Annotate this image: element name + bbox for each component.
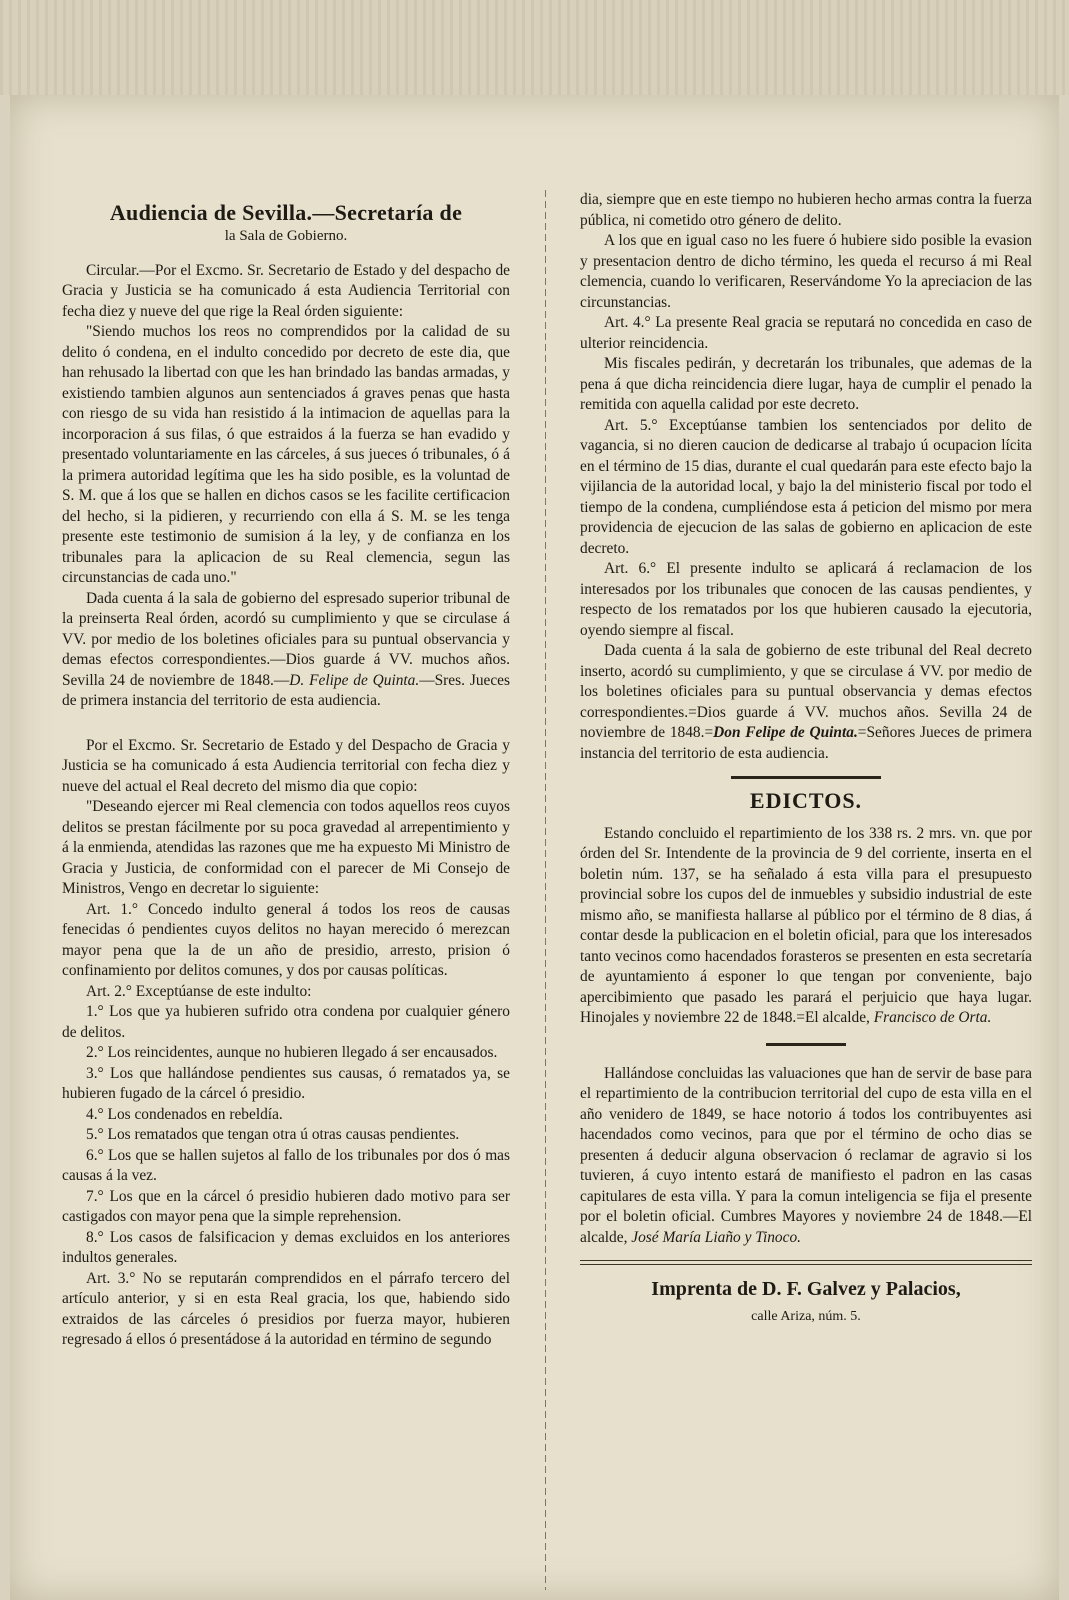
edict-1-text: Estando concluido el repartimiento de los 338 rs. 2 mrs. vn. que por órden del Sr. Intendente de la provincia de 9 del corriente, inserta en el boletin núm. 137, se ha señalado á esta villa para el presupuesto provincial sobre los cupos del de inmuebles y subsidio industrial de este mismo año, se manifiesta hallarse al público por el término de 8 dias, á contar desde la publicacion en el boletin oficial, para que los interesados tanto vecinos como hacendados forasteros se presenten en esta secretaría de ayuntamiento á esponer lo que tengan por conveniente, bajo apercibimiento que pasado les parará el perjuicio que haya lugar. Hinojales y noviembre 22 de 1848.=El alcalde, xyxy=(580,824,1032,1026)
exception-item: 5.° Los rematados que tengan otra ú otras causas pendientes. xyxy=(86,1126,460,1143)
section-subtitle: la Sala de Gobierno. xyxy=(224,228,348,244)
fiscales-paragraph: Mis fiscales pedirán, y decretarán los tribunales, que ademas de la pena á que dicha reincidencia diere lugar, haya de cumplir el penado la remitida con aquella calidad por este decreto. xyxy=(580,355,1032,413)
top-margin-bleed xyxy=(0,0,1069,95)
edict-2-signer: José María Liaño y Tinoco. xyxy=(631,1228,801,1246)
section-title: Audiencia de Sevilla.—Secretaría de xyxy=(109,200,463,225)
dada-cuenta-paragraph xyxy=(62,589,510,712)
article-3-continued: dia, siempre que en este tiempo no hubieren hecho armas contra la fuerza pública, ni cometido otro género de delito. xyxy=(580,191,1032,229)
edict-2 xyxy=(580,1064,1032,1249)
exception-item: 6.° Los que se hallen sujetos al fallo de los tribunales por dos ó mas causas á la vez. xyxy=(62,1146,510,1184)
signer-name-2: Don Felipe de Quinta. xyxy=(713,724,858,741)
addressee-text: —Sres. Jueces de primera instancia del territorio de esta audiencia. xyxy=(62,671,510,709)
left-column xyxy=(62,200,510,1351)
article-2: Art. 2.° Exceptúanse de este indulto: xyxy=(86,982,312,1000)
exception-item: 2.° Los reincidentes, aunque no hubieren llegado á ser encausados. xyxy=(86,1044,498,1061)
separator-rule xyxy=(731,776,881,779)
decree-intro: Por el Excmo. Sr. Secretario de Estado y del Despacho de Gracia y Justicia se ha comunicado á esta Audiencia territorial con fecha diez y nueve del actual el Real decreto del mismo dia que copio: xyxy=(62,736,510,795)
signer-name: D. Felipe de Quinta. xyxy=(289,671,420,689)
imprint-address: calle Ariza, núm. 5. xyxy=(751,1309,861,1324)
dada-cuenta-text-2: Dada cuenta á la sala de gobierno de este tribunal del Real decreto inserto, acordó su cumplimiento, y que se circulase á VV. por medio de los boletines oficiales para su puntual observancia y demas efectos correspondientes.=Dios guarde á VV. muchos años. Sevilla 24 de noviembre de 1848.= xyxy=(580,642,1032,741)
dada-cuenta-text: Dada cuenta á la sala de gobierno del espresado superior tribunal de la preinserta Real órden, acordó su cumplimiento y que se circulase á VV. por medio de los boletines oficiales para su puntual observancia y demas efectos correspondientes.—Dios guarde á VV. muchos años. Sevilla 24 de noviembre de 1848.— xyxy=(62,589,510,689)
article-5: Art. 5.° Exceptúanse tambien los sentenciados por delito de vagancia, si no dieren caucion de dedicarse al trabajo ú ocupacion lícita en el término de 15 dias, durante el cual quedarán para este efecto bajo la vijilancia de la autoridad local, y bajo la del ministerio fiscal por todo el tiempo de la condena, cumpliéndose esta á peticion del mismo por mera providencia de ejecucion de las salas de gobierno en aplicacion de este decreto. xyxy=(580,416,1032,557)
exception-item: 7.° Los que en la cárcel ó presidio hubieren dado motivo para ser castigados con mayor pena que la simple reprehension. xyxy=(62,1187,510,1225)
article-3: Art. 3.° No se reputarán comprendidos en el párrafo tercero del artículo anterior, y si en esta Real gracia, los que, habiendo sido extraidos de las cárceles ó presidios por fuerza mayor, hubieren regresado á ellos ó presentádose á la autoridad en término de segundo xyxy=(62,1269,510,1348)
article-6: Art. 6.° El presente indulto se aplicará á reclamacion de los interesados por los tribunales que conocen de las causas pendientes, y respecto de los rematados por los que hubieren causado la ejecutoria, oyendo siempre al fiscal. xyxy=(580,560,1032,639)
article-1: Art. 1.° Concedo indulto general á todos los reos de causas fenecidas ó pendientes cuyos delitos no hayan merecido ó merezcan mayor pena que la de un año de presidio, arresto, prision ó confinamiento por delitos comunes, y dos por causas políticas. xyxy=(62,900,510,979)
addressee-text-2: =Señores Jueces de primera instancia del territorio de esta audiencia. xyxy=(580,724,1032,762)
edictos-heading: EDICTOS. xyxy=(749,788,863,813)
clemency-paragraph: A los que en igual caso no les fuere ó hubiere sido posible la evasion y presentacion dentro de dicho término, les queda el recurso á mi Real clemencia, cuando lo verificaren, Reservándome Yo la apreciacion de las circunstancias. xyxy=(580,232,1032,311)
decree-preamble: "Deseando ejercer mi Real clemencia con todos aquellos reos cuyos delitos se prestan fácilmente por su poca gravedad al arrepentimiento y á la enmienda, atendidas las razones que me ha expuesto Mi Ministro de Gracia y Justicia, de conformidad con el parecer de Mi Consejo de Ministros, Vengo en decretar lo siguiente: xyxy=(62,798,510,897)
exception-item: 4.° Los condenados en rebeldía. xyxy=(86,1105,283,1123)
dada-cuenta-paragraph-2 xyxy=(580,641,1032,764)
edict-1 xyxy=(580,824,1032,1029)
royal-order-text: "Siendo muchos los reos no comprendidos por la calidad de su delito ó condena, en el indulto concedido por decreto de este dia, que han rehusado la libertad con que les han brindado las bandas armadas, y existiendo tambien algunos aun sentenciados á graves penas que hasta con riesgo de su vida han resistido á la intimacion de aquellas para la incorporacion á sus filas, ó que estraidos á la fuerza se han evadido y presentado voluntariamente en las cárceles, á sus jueces ó tribunales, ó á la primera autoridad legítima que les ha sido posible, es la voluntad de S. M. que á los que se hallen en dichos casos se les facilite certificacion del hecho, si la pidieren, y recurriendo con ella á S. M. se les tenga presente este testimonio de sumision á la ley, y de confianza en los tribunales para la aplicacion de su Real clemencia, segun las circunstancias de cada uno." xyxy=(62,323,510,586)
column-divider xyxy=(545,190,546,1590)
exception-item: 8.° Los casos de falsificacion y demas excluidos en los anteriores indultos generales. xyxy=(62,1228,510,1266)
exception-item: 3.° Los que hallándose pendientes sus causas, ó rematados ya, se hubieren fugado de la cárcel ó presidio. xyxy=(62,1064,510,1102)
spacer xyxy=(62,712,510,736)
circular-paragraph: Circular.—Por el Excmo. Sr. Secretario de Estado y del despacho de Gracia y Justicia se ha comunicado á esta Audiencia Territorial con fecha diez y nueve del que rige la Real órden siguiente: xyxy=(62,261,510,320)
edict-1-signer: Francisco de Orta. xyxy=(873,1009,992,1026)
imprint-rule xyxy=(580,1260,1032,1265)
edict-2-text: Hallándose concluidas las valuaciones que han de servir de base para el repartimiento de la contribucion territorial del cupo de esta villa en el año venidero de 1849, se hace notorio á todos los contribuyentes asi hacendados como vecinos, para que por el término de ocho dias se presenten á deducir alguna observacion ó reclamar de agravio si los tuvieren, á cuyo intento estará de manifiesto el padron en las casas capitulares de esta villa. Y para la comun inteligencia se fija el presente por el boletin oficial. Cumbres Mayores y noviembre 24 de 1848.—El alcalde, xyxy=(580,1064,1032,1246)
exception-item: 1.° Los que ya hubieren sufrido otra condena por cualquier género de delitos. xyxy=(62,1003,510,1041)
article-4: Art. 4.° La presente Real gracia se reputará no concedida en caso de ulterior reincidencia. xyxy=(580,314,1032,352)
separator-rule xyxy=(766,1043,846,1046)
imprint-line: Imprenta de D. F. Galvez y Palacios, xyxy=(651,1278,961,1300)
right-column xyxy=(580,190,1032,1328)
